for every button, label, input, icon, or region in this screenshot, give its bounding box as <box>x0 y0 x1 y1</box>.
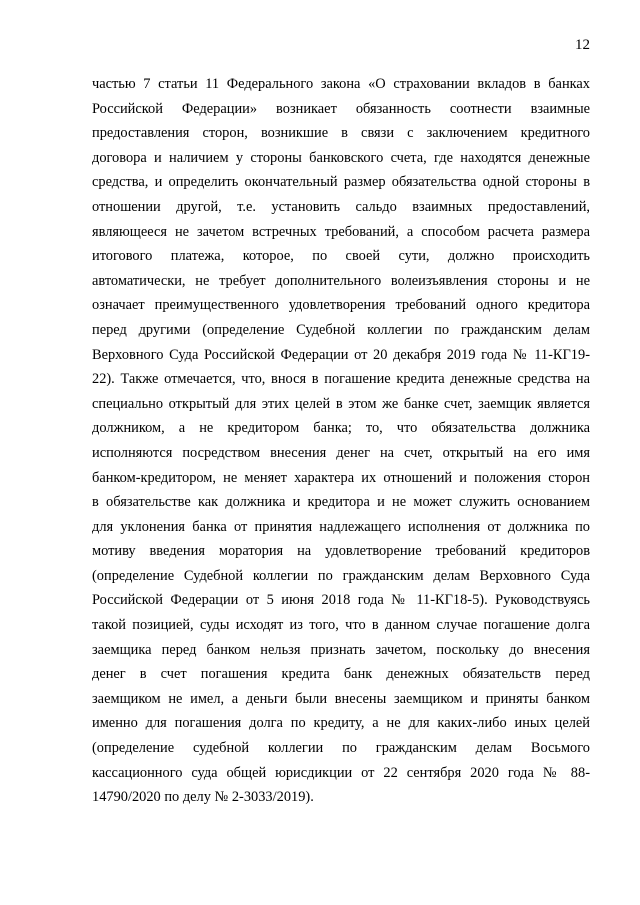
text-line: означает преимущественного удовлетворения требований одного кредитора <box>92 297 590 314</box>
text-line: денег в счет погашения кредита банк денежных обязательств перед <box>92 666 590 683</box>
text-line: итогового платежа, которое, по своей сути, должно происходить <box>92 248 590 265</box>
text-line: договора и наличием у стороны банковского счета, где находятся денежные <box>92 149 590 166</box>
text-line: Верховного Суда Российской Федерации от 20 декабря 2019 года № 11-КГ19- <box>92 346 590 363</box>
text-line: предоставления сторон, возникшие в связи с заключением кредитного <box>92 125 590 142</box>
document-body <box>92 72 590 810</box>
text-line: кассационного суда общей юрисдикции от 22 сентября 2020 года № 88- <box>92 764 590 781</box>
text-line: должником, а не кредитором банка; то, что обязательства должника <box>92 420 590 437</box>
text-line: 22). Также отмечается, что, внося в погашение кредита денежные средства на <box>92 371 590 388</box>
text-line: заемщиком не имел, а деньги были внесены заемщиком и приняты банком <box>92 690 590 707</box>
text-line: именно для погашения долга по кредиту, а не для каких-либо иных целей <box>92 715 590 732</box>
text-line: средства, и определить окончательный размер обязательства одной стороны в <box>92 174 590 191</box>
text-line: отношении другой, т.е. установить сальдо взаимных предоставлений, <box>92 198 590 215</box>
text-line: такой позицией, суды исходят из того, что в данном случае погашение долга <box>92 617 590 634</box>
text-line: перед другими (определение Судебной коллегии по гражданским делам <box>92 321 590 338</box>
text-line: Российской Федерации» возникает обязанность соотнести взаимные <box>92 100 590 117</box>
page-number: 12 <box>575 37 590 53</box>
text-line: частью 7 статьи 11 Федерального закона «О страховании вкладов в банках <box>92 76 590 92</box>
text-line: мотиву введения моратория на удовлетворение требований кредиторов <box>92 543 590 560</box>
text-line: (определение судебной коллегии по гражданским делам Восьмого <box>92 740 590 757</box>
text-line: (определение Судебной коллегии по гражданским делам Верховного Суда <box>92 567 590 584</box>
text-line: являющееся не зачетом встречных требований, а способом расчета размера <box>92 223 590 240</box>
text-line: для уклонения банка от принятия надлежащего исполнения от должника по <box>92 518 590 535</box>
text-line: банком-кредитором, не меняет характера их отношений и положения сторон <box>92 469 590 486</box>
text-line: исполняются посредством внесения денег на счет, открытый на его имя <box>92 444 590 461</box>
text-line: автоматически, не требует дополнительного волеизъявления стороны и не <box>92 272 590 289</box>
text-line: Российской Федерации от 5 июня 2018 года № 11-КГ18-5). Руководствуясь <box>92 592 590 609</box>
text-line: в обязательстве как должника и кредитора и не может служить основанием <box>92 494 590 511</box>
text-line: 14790/2020 по делу № 2-3033/2019). <box>92 789 314 806</box>
text-line: специально открытый для этих целей в этом же банке счет, заемщик является <box>92 395 590 412</box>
text-line: заемщика перед банком нельзя признать зачетом, поскольку до внесения <box>92 641 590 658</box>
